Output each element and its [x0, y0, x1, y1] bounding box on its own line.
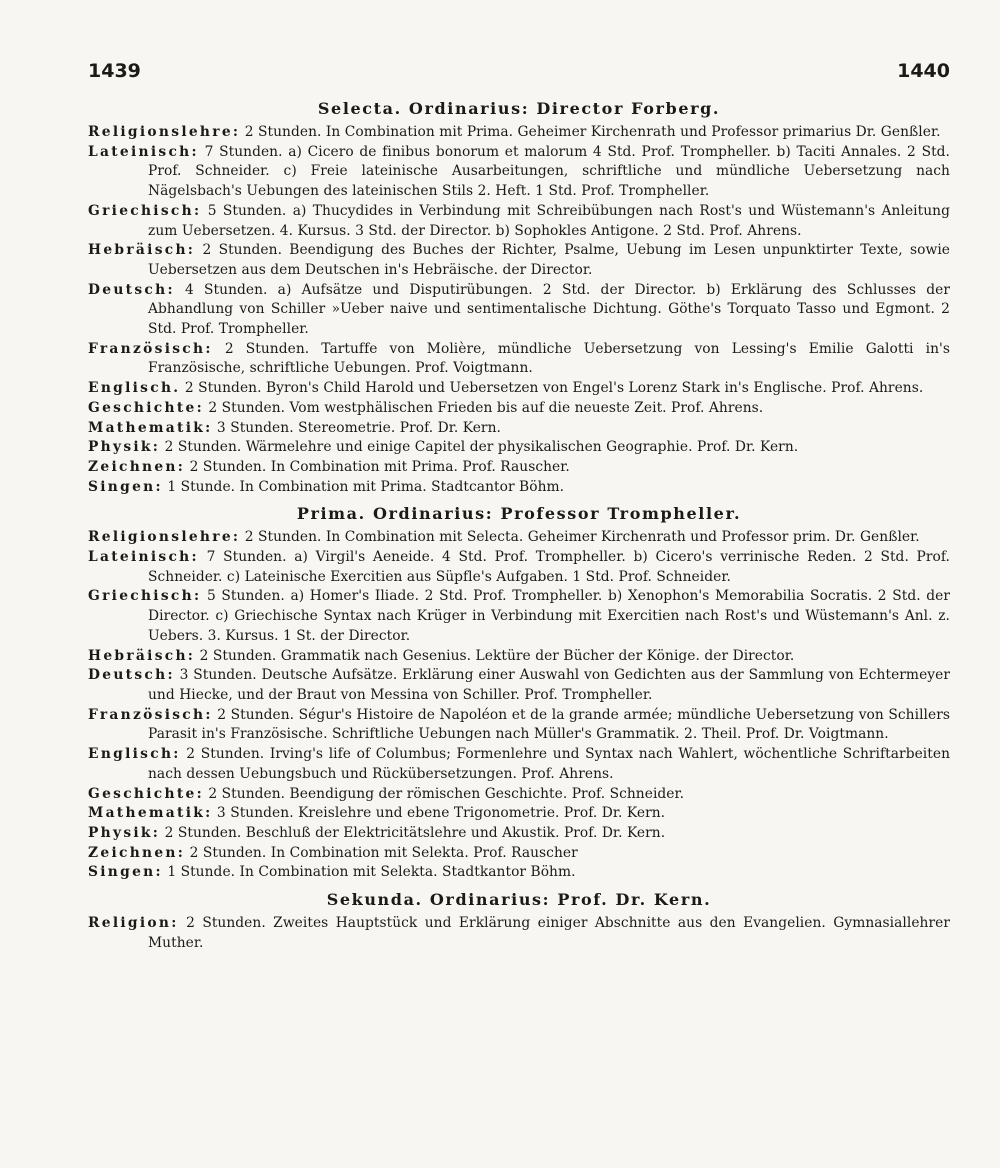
- subject-entry: [88, 844, 950, 864]
- subject-label: Hebräisch:: [88, 242, 196, 259]
- subject-description: 2 Stunden. Tartuffe von Molière, mündliche Uebersetzung von Lessing's Emilie Galotti in's Französische, schriftliche Uebungen. Prof. Voigtmann.: [148, 340, 950, 377]
- subject-entry: [88, 143, 950, 202]
- subject-entry: [88, 458, 950, 478]
- subject-label: Hebräisch:: [88, 647, 196, 664]
- subject-description: 5 Stunden. a) Thucydides in Verbindung mit Schreibübungen nach Rost's und Wüstemann's Anleitung zum Uebersetzen. 4. Kursus. 3 Std. der Director. b) Sophokles Antigone. 2 Std. Prof. Ahrens.: [148, 202, 950, 239]
- subject-entry: [88, 824, 950, 844]
- subject-description: 5 Stunden. a) Homer's Iliade. 2 Std. Prof. Trompheller. b) Xenophon's Memorabilia Socratis. 2 Std. der Director. c) Griechische Syntax nach Krüger in Verbindung mit Exercitien nach Rost's und Wüstemann's Anl. z. Uebers. 3. Kursus. 1 St. der Director.: [148, 588, 950, 644]
- subject-label: Geschichte:: [88, 399, 204, 416]
- subject-description: 4 Stunden. a) Aufsätze und Disputirübungen. 2 Std. der Director. b) Erklärung des Schlusses der Abhandlung von Schiller »Ueber naive und sentimentalische Dichtung. Göthe's Torquato Tasso und Egmont. 2 Std. Prof. Trompheller.: [148, 281, 950, 338]
- page-number-right: 1440: [897, 60, 950, 82]
- subject-label: Physik:: [88, 824, 161, 841]
- subject-description: 2 Stunden. Irving's life of Columbus; Formenlehre und Syntax nach Wahlert, wöchentliche Schriftarbeiten nach dessen Uebungsbuch und Rückübersetzungen. Prof. Ahrens.: [148, 746, 950, 782]
- subject-entry: [88, 379, 950, 399]
- subject-description: 3 Stunden. Deutsche Aufsätze. Erklärung einer Auswahl von Gedichten aus der Sammlung von Echtermeyer und Hiecke, und der Braut von Messina von Schiller. Prof. Trompheller.: [148, 667, 950, 703]
- subject-description: 2 Stunden. Zweites Hauptstück und Erklärung einiger Abschnitte aus den Evangelien. Gymnasiallehrer Muther.: [148, 915, 950, 951]
- subject-label: Französisch:: [88, 706, 213, 723]
- page-number-left: 1439: [88, 60, 141, 82]
- subject-label: Zeichnen:: [88, 458, 186, 475]
- subject-entry: [88, 548, 950, 587]
- subject-description: 2 Stunden. In Combination mit Selekta. Prof. Rauscher: [185, 844, 578, 861]
- subject-label: Zeichnen:: [88, 844, 186, 861]
- curriculum-section: [88, 98, 950, 497]
- document-body: [88, 92, 950, 953]
- subject-label: Griechisch:: [88, 588, 202, 605]
- subject-description: 2 Stunden. In Combination mit Prima. Prof. Rauscher.: [185, 458, 570, 475]
- subject-label: Lateinisch:: [88, 143, 199, 160]
- subject-label: Mathematik:: [88, 805, 213, 822]
- subject-label: Physik:: [88, 439, 161, 456]
- subject-entry: [88, 647, 950, 667]
- subject-entry: [88, 478, 950, 498]
- subject-description: 2 Stunden. In Combination mit Prima. Geheimer Kirchenrath und Professor primarius Dr. Genßler.: [240, 124, 941, 140]
- subject-entry: [88, 587, 950, 646]
- subject-label: Französisch:: [88, 340, 213, 357]
- curriculum-section: [88, 503, 950, 883]
- subject-description: 2 Stunden. Beendigung des Buches der Richter, Psalme, Uebung im Lesen unpunktirter Texte, sowie Uebersetzen aus dem Deutschen in's Hebräische. der Director.: [148, 242, 950, 278]
- subject-entry: [88, 419, 950, 439]
- page-number-header: [88, 60, 950, 90]
- subject-entry: [88, 914, 950, 953]
- subject-entry: [88, 745, 950, 784]
- subject-label: Religionslehre:: [88, 124, 241, 140]
- subject-description: 3 Stunden. Stereometrie. Prof. Dr. Kern.: [212, 419, 501, 436]
- subject-description: 2 Stunden. Wärmelehre und einige Capitel der physikalischen Geographie. Prof. Dr. Kern.: [160, 439, 799, 456]
- subject-description: 1 Stunde. In Combination mit Prima. Stadtcantor Böhm.: [162, 478, 565, 495]
- subject-description: 7 Stunden. a) Cicero de finibus bonorum et malorum 4 Std. Prof. Trompheller. b) Taciti Annales. 2 Std. Prof. Schneider. c) Freie lateinische Ausarbeitungen, schriftliche und mündliche Uebersetzung nach Nägelsbach's Uebungen des lateinischen Stils 2. Heft. 1 Std. Prof. Trompheller.: [148, 143, 950, 200]
- subject-entry: [88, 706, 950, 745]
- subject-entry: [88, 123, 950, 143]
- subject-description: 2 Stunden. Grammatik nach Gesenius. Lektüre der Bücher der Könige. der Director.: [195, 647, 795, 664]
- subject-description: 2 Stunden. Ségur's Histoire de Napoléon et de la grande armée; mündliche Uebersetzung von Schillers Parasit in's Französische. Schriftliche Uebungen nach Müller's Grammatik. 2. Theil. Prof. Dr. Voigtmann.: [148, 706, 950, 743]
- subject-description: 2 Stunden. Beendigung der römischen Geschichte. Prof. Schneider.: [203, 785, 685, 802]
- subject-description: 2 Stunden. Beschluß der Elektricitätslehre und Akustik. Prof. Dr. Kern.: [160, 824, 666, 841]
- subject-label: Religionslehre:: [88, 529, 241, 546]
- subject-description: 1 Stunde. In Combination mit Selekta. Stadtkantor Böhm.: [162, 864, 576, 881]
- subject-label: Englisch:: [88, 746, 181, 763]
- subject-label: Deutsch:: [88, 667, 175, 684]
- subject-description: 2 Stunden. Vom westphälischen Frieden bis auf die neueste Zeit. Prof. Ahrens.: [203, 399, 764, 416]
- subject-label: Religion:: [88, 915, 179, 932]
- section-heading: Prima. Ordinarius: Professor Trompheller.: [296, 504, 742, 524]
- subject-entry: [88, 399, 950, 419]
- subject-entry: [88, 281, 950, 340]
- subject-label: Singen:: [88, 864, 163, 881]
- subject-label: Deutsch:: [88, 281, 175, 298]
- subject-entry: [88, 804, 950, 824]
- subject-description: 2 Stunden. In Combination mit Selecta. Geheimer Kirchenrath und Professor prim. Dr. Genßler.: [240, 529, 920, 546]
- subject-description: 2 Stunden. Byron's Child Harold und Uebersetzen von Engel's Lorenz Stark in's Englische. Prof. Ahrens.: [180, 380, 924, 397]
- subject-label: Geschichte:: [88, 785, 204, 802]
- subject-entry: [88, 241, 950, 280]
- curriculum-section: [88, 889, 950, 953]
- subject-entry: [88, 438, 950, 458]
- subject-entry: [88, 666, 950, 705]
- subject-entry: [88, 785, 950, 805]
- subject-entry: [88, 202, 950, 241]
- subject-entry: [88, 528, 950, 548]
- section-heading: Sekunda. Ordinarius: Prof. Dr. Kern.: [326, 890, 712, 910]
- subject-description: 7 Stunden. a) Virgil's Aeneide. 4 Std. Prof. Trompheller. b) Cicero's verrinische Reden. 2 Std. Prof. Schneider. c) Lateinische Exercitien aus Süpfle's Aufgaben. 1 Std. Prof. Schneider.: [148, 549, 950, 585]
- subject-entry: [88, 340, 950, 379]
- subject-label: Singen:: [88, 478, 163, 495]
- section-heading: Selecta. Ordinarius: Director Forberg.: [317, 99, 721, 118]
- subject-label: Englisch.: [88, 380, 181, 397]
- subject-label: Mathematik:: [88, 419, 213, 436]
- subject-description: 3 Stunden. Kreislehre und ebene Trigonometrie. Prof. Dr. Kern.: [212, 805, 666, 822]
- subject-entry: [88, 863, 950, 883]
- subject-label: Lateinisch:: [88, 549, 199, 566]
- subject-label: Griechisch:: [88, 202, 202, 219]
